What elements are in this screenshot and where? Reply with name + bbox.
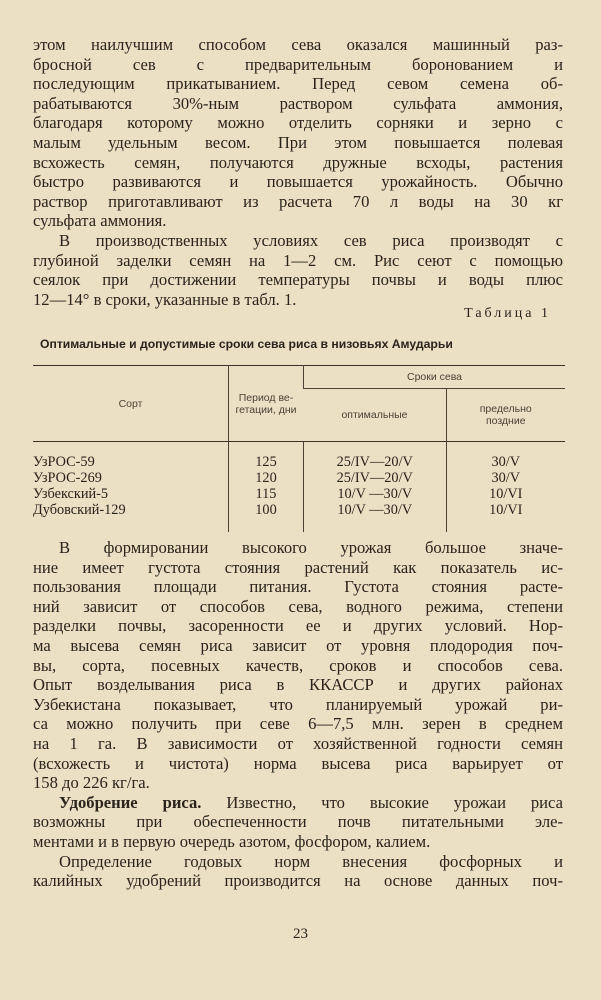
text-line: последующим прикатыванием. Перед севом семена об- <box>33 74 563 94</box>
paragraph-fertilizer-norms <box>33 852 563 891</box>
cell-latest: 30/V <box>446 454 565 470</box>
text-line: 12—14° в сроки, указанные в табл. 1. <box>33 289 297 309</box>
table-row <box>33 486 565 502</box>
header-optimal: оптимальные <box>304 389 447 442</box>
paragraph-sowing-conditions <box>33 231 563 309</box>
page-number: 23 <box>293 926 308 942</box>
paragraph-plant-density <box>33 538 563 793</box>
cell-period: 115 <box>229 486 304 502</box>
text-line: глубиной заделки семян на 1—2 см. Рис сеют с помощью <box>33 250 563 270</box>
text-line: В производственных условиях сев риса производят с <box>59 230 563 250</box>
body-text-bottom <box>33 538 563 891</box>
paragraph-sowing-method <box>33 35 563 231</box>
text-line: вы, сорта, посевных качеств, сроков и способов сева. <box>33 655 563 675</box>
cell-period: 100 <box>229 502 304 518</box>
text-line: са можно получить при севе 6—7,5 млн. зерен в среднем <box>33 714 563 734</box>
text-line: Узбекистана показывает, что планируемый урожай ри- <box>33 694 563 714</box>
cell-optimal: 25/IV—20/V <box>304 454 447 470</box>
header-latest: предельно поздние <box>446 389 565 442</box>
table-row <box>33 470 565 486</box>
cell-latest: 10/VI <box>446 486 565 502</box>
text-line: ний зависит от способов сева, водного режима, степени <box>33 596 563 616</box>
cell-optimal: 25/IV—20/V <box>304 470 447 486</box>
section-heading: Удобрение риса. <box>59 792 202 812</box>
cell-sort: Узбекский-5 <box>33 486 109 502</box>
text-line: раствор приготавливают из расчета 70 л воды на 30 кг <box>33 191 563 211</box>
text-line: благодаря которому можно отделить сорняки и зерно с <box>33 113 563 133</box>
text-line: быстро развиваются и повышается урожайность. Обычно <box>33 172 563 192</box>
text-line: на 1 га. В зависимости от хозяйственной годности семян <box>33 733 563 753</box>
text-line: ма высева семян риса зависит от уровня плодородия поч- <box>33 635 563 655</box>
header-sort: Сорт <box>33 366 229 442</box>
table-row <box>33 454 565 470</box>
text-line: Определение годовых норм внесения фосфорных и <box>59 851 563 871</box>
text-line <box>33 793 563 813</box>
cell-sort: УзРОС-59 <box>33 454 95 470</box>
table-row <box>33 502 565 518</box>
text-line: ментами и в первую очередь азотом, фосфором, калием. <box>33 831 431 851</box>
cell-sort: УзРОС-269 <box>33 470 102 486</box>
text-line: пользования площади питания. Густота стояния расте- <box>33 577 563 597</box>
text-line: сульфата аммония. <box>33 211 167 231</box>
sowing-dates-table <box>33 365 565 532</box>
text-line: возможны при обеспеченности почв питательными эле- <box>33 812 563 832</box>
table-title: Оптимальные и допустимые сроки сева риса в низовьях Амударьи <box>40 337 453 351</box>
text-line: бросной сев с предварительным боронованием и <box>33 54 563 74</box>
text-line: разделки почвы, засоренности ее и других условий. Нор- <box>33 616 563 636</box>
paragraph-fertilization <box>33 793 563 852</box>
header-sowing: Сроки сева <box>304 366 566 389</box>
cell-latest: 30/V <box>446 470 565 486</box>
text-line: этом наилучшим способом сева оказался машинный раз- <box>33 35 563 54</box>
table-caption: Таблица 1 <box>464 306 551 321</box>
text-line: Опыт возделывания риса в ККАССР и других районах <box>33 675 563 695</box>
text-line: ние имеет густота стояния растений как показатель ис- <box>33 557 563 577</box>
text-line: калийных удобрений производится на основе данных поч- <box>33 871 563 891</box>
body-text-top <box>33 35 563 309</box>
text-line: рабатываются 30%-ным раствором сульфата аммония, <box>33 93 563 113</box>
text-line: В формировании высокого урожая большое значе- <box>59 538 563 557</box>
cell-optimal: 10/V —30/V <box>304 486 447 502</box>
cell-sort: Дубовский-129 <box>33 502 126 518</box>
header-period: Период ве-гетации, дни <box>229 366 304 442</box>
text-line: сеялок при достижении температуры почвы и воды плюс <box>33 270 563 290</box>
text-line: 158 до 226 кг/га. <box>33 773 150 793</box>
cell-period: 125 <box>229 454 304 470</box>
text-line: малым удельным весом. При этом повышается полевая <box>33 132 563 152</box>
text-fragment: Известно, что высокие урожаи риса <box>201 792 563 812</box>
cell-optimal: 10/V —30/V <box>304 502 447 518</box>
text-line: (всхожесть и чистота) норма высева риса варьирует от <box>33 753 563 773</box>
cell-period: 120 <box>229 470 304 486</box>
text-line: всхожесть семян, получаются дружные всходы, растения <box>33 152 563 172</box>
cell-latest: 10/VI <box>446 502 565 518</box>
